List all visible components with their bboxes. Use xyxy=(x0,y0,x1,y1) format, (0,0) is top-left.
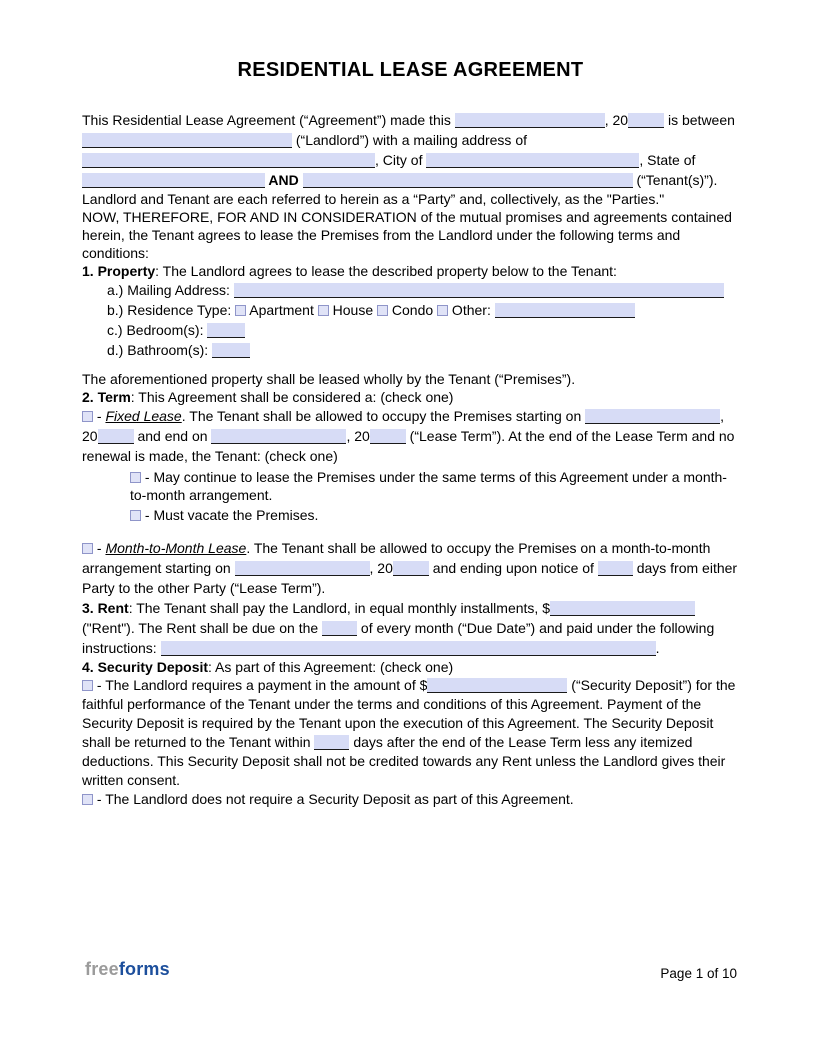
deposit-noreq-label: - The Landlord does not require a Security Deposit as part of this Agreement. xyxy=(93,791,574,807)
field-residence-other[interactable] xyxy=(495,303,635,318)
intro-text-5: , City of xyxy=(375,152,427,168)
m2m-lease-name: Month-to-Month Lease xyxy=(105,540,247,556)
item-b-label: b.) Residence Type: xyxy=(107,302,236,318)
property-item-mailing-address xyxy=(107,280,739,300)
item-a-label: a.) Mailing Address: xyxy=(107,282,234,298)
logo-forms-text: forms xyxy=(118,959,170,979)
option-condo-label: Condo xyxy=(388,302,438,318)
checkbox-no-deposit[interactable] xyxy=(82,794,93,805)
option-must-vacate-label: - Must vacate the Premises. xyxy=(141,507,319,523)
document-page xyxy=(82,58,739,808)
section-2-number: 2. Term xyxy=(82,389,131,405)
deposit-required-clause xyxy=(82,676,739,790)
m2m-text-2: , 20 xyxy=(369,560,393,576)
fixed-lease-text-5: (“Lease Term”). At the end of the Lease Term and no renewal is made, the Tenant: (check one) xyxy=(82,428,735,464)
page-number: Page 1 of 10 xyxy=(660,966,737,981)
fixed-lease-clause xyxy=(82,406,739,466)
field-landlord-name[interactable] xyxy=(82,133,292,148)
field-state[interactable] xyxy=(82,173,265,188)
field-deposit-return-days[interactable] xyxy=(314,735,349,750)
field-deposit-amount[interactable] xyxy=(427,678,567,693)
fixed-lease-dash: - xyxy=(93,408,106,424)
option-may-continue xyxy=(130,468,739,504)
checkbox-fixed-lease[interactable] xyxy=(82,411,93,422)
option-house-label: House xyxy=(328,302,377,318)
field-payment-instructions[interactable] xyxy=(161,641,656,656)
consideration-paragraph: NOW, THEREFORE, FOR AND IN CONSIDERATION of the mutual promises and agreements contained herein, the Tenant agrees to lease the Premises from the Landlord under the following terms and conditions: xyxy=(82,209,732,261)
property-item-bathrooms xyxy=(107,340,739,360)
field-bathrooms[interactable] xyxy=(212,343,250,358)
section-4-rest: : As part of this Agreement: (check one) xyxy=(208,659,454,675)
checkbox-other[interactable] xyxy=(437,305,448,316)
field-rent-amount[interactable] xyxy=(550,601,695,616)
checkbox-house[interactable] xyxy=(318,305,329,316)
field-tenant-names[interactable] xyxy=(303,173,633,188)
m2m-text-3: and ending upon notice of xyxy=(428,560,598,576)
intro-and-conjunction: AND xyxy=(265,172,303,188)
field-m2m-start-date[interactable] xyxy=(235,561,370,576)
field-made-day[interactable] xyxy=(455,113,605,128)
option-apartment-label: Apartment xyxy=(246,302,318,318)
freeforms-logo xyxy=(85,958,170,980)
fixed-lease-text-4: , 20 xyxy=(346,428,370,444)
section-1-number: 1. Property xyxy=(82,263,156,279)
deposit-not-required-clause xyxy=(82,790,739,808)
rent-text-1: : The Tenant shall pay the Landlord, in equal monthly installments, $ xyxy=(128,600,550,616)
parties-paragraph: Landlord and Tenant are each referred to herein as a “Party” and, collectively, as the "Parties." xyxy=(82,191,665,207)
field-fixed-end-year[interactable] xyxy=(370,429,406,444)
field-m2m-start-year[interactable] xyxy=(393,561,429,576)
rent-text-4: . xyxy=(655,640,660,656)
fixed-lease-text-3: and end on xyxy=(133,428,212,444)
option-must-vacate xyxy=(130,506,739,524)
field-made-year[interactable] xyxy=(628,113,664,128)
fixed-lease-text-1: . The Tenant shall be allowed to occupy the Premises starting on xyxy=(181,408,586,424)
section-1-rest: : The Landlord agrees to lease the described property below to the Tenant: xyxy=(155,263,617,279)
intro-text-2: , 20 xyxy=(604,112,629,128)
document-title: RESIDENTIAL LEASE AGREEMENT xyxy=(237,59,584,81)
property-item-bedrooms xyxy=(107,320,739,340)
m2m-dash: - xyxy=(93,540,106,556)
intro-text-8: (“Tenant(s)”). xyxy=(632,172,718,188)
checkbox-apartment[interactable] xyxy=(235,305,246,316)
field-rent-due-day[interactable] xyxy=(322,621,357,636)
intro-text-4: (“Landlord”) with a mailing address of xyxy=(292,132,527,148)
field-fixed-end-date[interactable] xyxy=(211,429,346,444)
checkbox-deposit-required[interactable] xyxy=(82,680,93,691)
field-city[interactable] xyxy=(426,153,639,168)
field-mailing-address[interactable] xyxy=(234,283,724,298)
deposit-req-text-2: (“Security Deposit”) for the faithful performance of the Tenant under the terms and conditions of this Agreement. Payment of the Security Deposit is required by the Tenant upon the execution of this Agreement. The Security Deposit shall be returned to the Tenant within xyxy=(82,677,736,750)
property-list xyxy=(107,280,739,360)
rent-text-3: of every month (“Due Date”) and paid under the following instructions: xyxy=(82,620,715,656)
checkbox-condo[interactable] xyxy=(377,305,388,316)
intro-paragraph xyxy=(82,110,739,190)
option-other-label: Other: xyxy=(448,302,495,318)
field-landlord-address[interactable] xyxy=(82,153,375,168)
field-fixed-start-year[interactable] xyxy=(98,429,134,444)
deposit-req-text-1: - The Landlord requires a payment in the amount of $ xyxy=(93,677,428,693)
m2m-text-4: days from either Party to the other Party (“Lease Term”). xyxy=(82,560,738,596)
month-to-month-clause xyxy=(82,538,739,598)
section-4-number: 4. Security Deposit xyxy=(82,659,209,675)
intro-text-1: This Residential Lease Agreement (“Agreement”) made this xyxy=(82,112,455,128)
intro-text-6: , State of xyxy=(639,152,696,168)
section-3-number: 3. Rent xyxy=(82,600,129,616)
rent-text-2: ("Rent"). The Rent shall be due on the xyxy=(82,620,323,636)
item-c-label: c.) Bedroom(s): xyxy=(107,322,208,338)
premises-note: The aforementioned property shall be leased wholly by the Tenant (“Premises”). xyxy=(82,371,576,387)
deposit-req-text-3: days after the end of the Lease Term less any itemized deductions. This Security Deposit shall not be credited towards any Rent unless the Landlord gives their written consent. xyxy=(82,734,726,788)
checkbox-may-continue[interactable] xyxy=(130,472,141,483)
field-m2m-notice-days[interactable] xyxy=(598,561,633,576)
field-bedrooms[interactable] xyxy=(207,323,245,338)
section-3-rent-clause xyxy=(82,598,739,658)
field-fixed-start-date[interactable] xyxy=(585,409,720,424)
fixed-lease-end-options xyxy=(130,468,739,524)
intro-text-3: is between xyxy=(664,112,735,128)
checkbox-month-to-month[interactable] xyxy=(82,543,93,554)
logo-free-text: free xyxy=(85,959,119,979)
section-4-deposit-heading xyxy=(82,658,739,676)
section-1-property-heading xyxy=(82,262,739,280)
property-item-residence-type xyxy=(107,300,739,320)
fixed-lease-name: Fixed Lease xyxy=(105,408,182,424)
checkbox-must-vacate[interactable] xyxy=(130,510,141,521)
m2m-text-1: . The Tenant shall be allowed to occupy the Premises on a month-to-month arrangement starting on xyxy=(82,540,711,576)
section-2-term-heading xyxy=(82,388,739,406)
option-may-continue-label: - May continue to lease the Premises under the same terms of this Agreement under a month-to-month arrangement. xyxy=(130,469,727,503)
fixed-lease-text-2: , 20 xyxy=(82,408,725,444)
section-2-rest: : This Agreement shall be considered a: (check one) xyxy=(130,389,454,405)
item-d-label: d.) Bathroom(s): xyxy=(107,342,213,358)
